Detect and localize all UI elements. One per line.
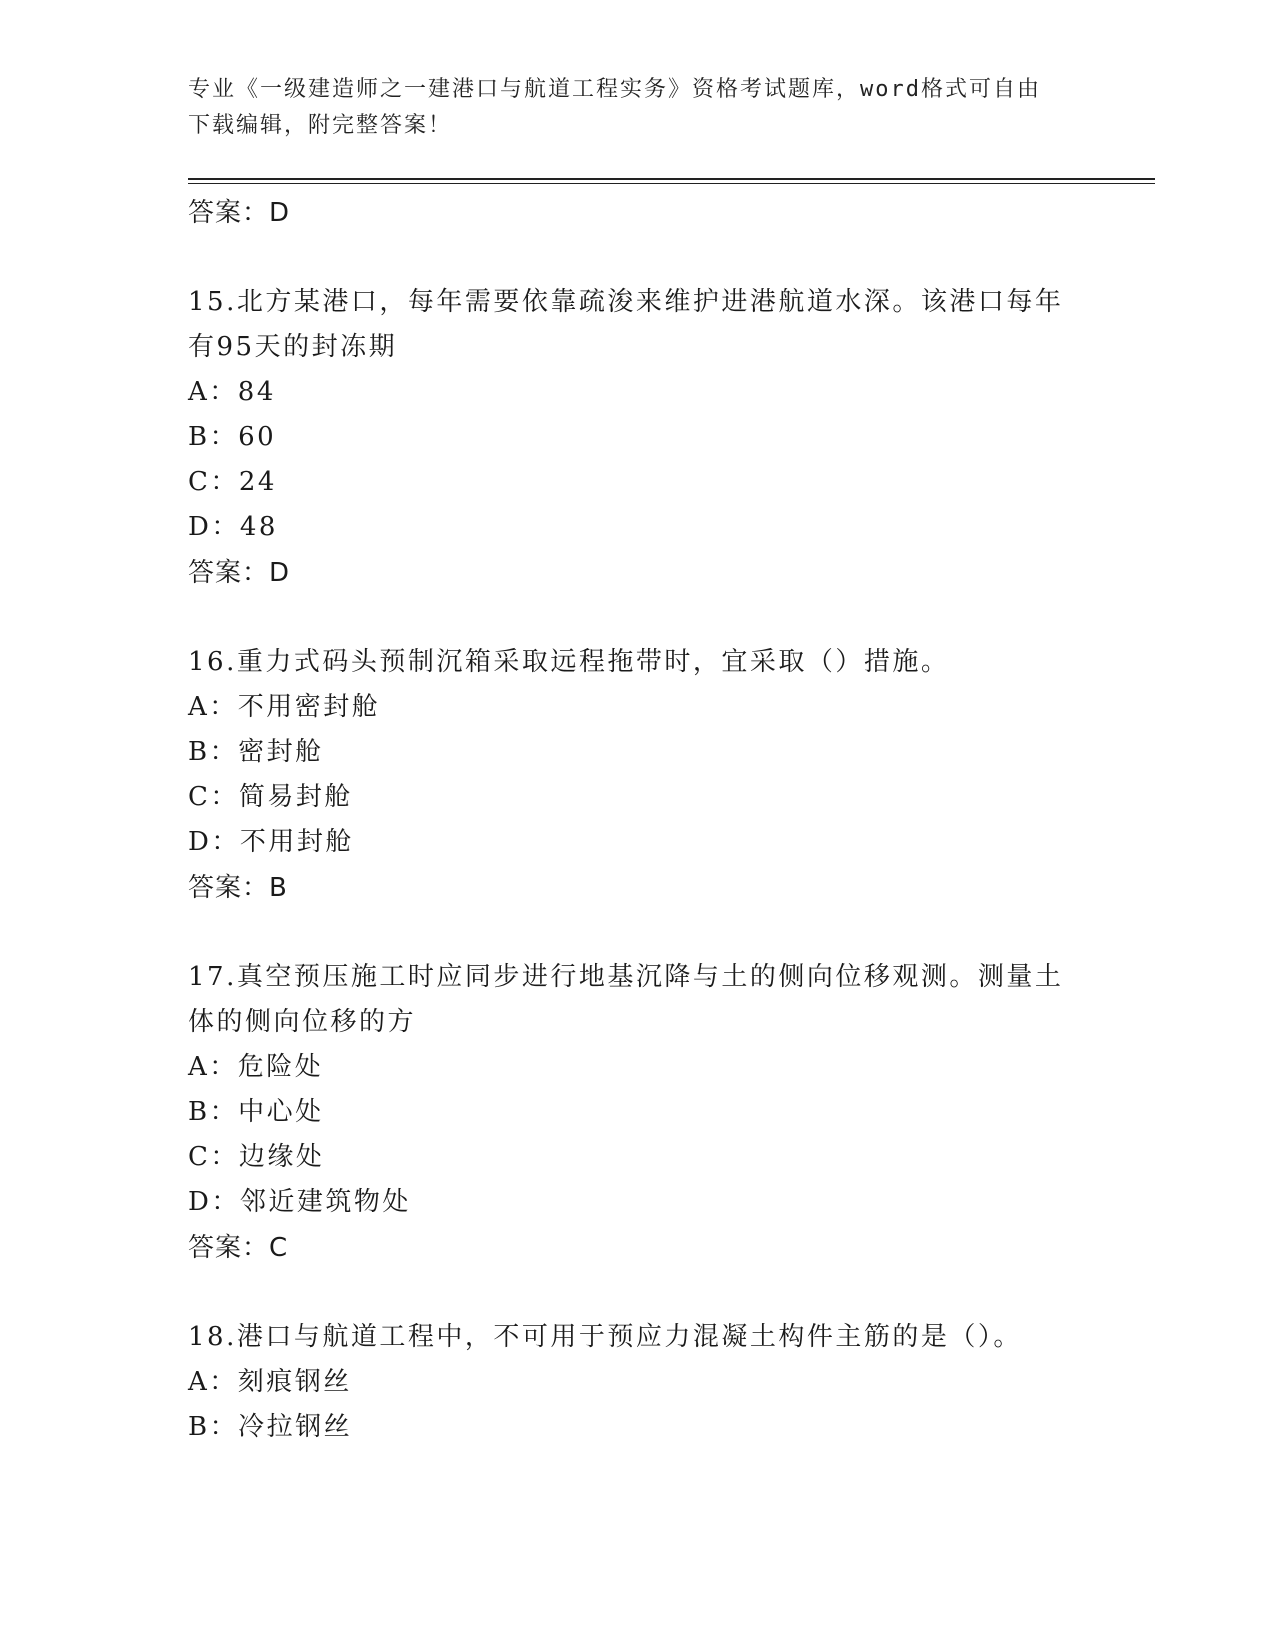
- header-line-1: 专业《一级建造师之一建港口与航道工程实务》资格考试题库，word格式可自由: [188, 77, 1041, 102]
- option-a: A：刻痕钢丝: [188, 1367, 352, 1397]
- option-a: A：不用密封舱: [188, 692, 381, 722]
- header-divider-thick: [188, 178, 1155, 180]
- option-c: C：24: [188, 467, 277, 497]
- option-a: A：危险处: [188, 1052, 324, 1082]
- option-b: B：密封舱: [188, 737, 324, 767]
- question-stem: 17.真空预压施工时应同步进行地基沉降与土的侧向位移观测。测量土: [188, 962, 1064, 992]
- header-line-2: 下载编辑，附完整答案！: [188, 113, 453, 138]
- option-b: B：冷拉钢丝: [188, 1412, 353, 1442]
- question-15: [188, 280, 1088, 596]
- option-d: D：不用封舱: [188, 827, 354, 857]
- option-a: A：84: [188, 377, 276, 407]
- spacer: [188, 1271, 1088, 1315]
- option-c: C：边缘处: [188, 1142, 325, 1172]
- answer-line: 答案：C: [188, 1233, 289, 1263]
- question-stem: 15.北方某港口，每年需要依靠疏浚来维护进港航道水深。该港口每年: [188, 287, 1064, 317]
- answer-line-prev: 答案：D: [188, 198, 291, 228]
- question-stem-continued: 有95天的封冻期: [188, 332, 398, 362]
- question-16: [188, 640, 1088, 911]
- spacer: [188, 236, 1088, 280]
- option-d: D：邻近建筑物处: [188, 1187, 411, 1217]
- option-d: D：48: [188, 512, 278, 542]
- option-c: C：简易封舱: [188, 782, 353, 812]
- spacer: [188, 911, 1088, 955]
- question-stem-continued: 体的侧向位移的方: [188, 1007, 417, 1037]
- document-header: [188, 72, 1068, 144]
- spacer: [188, 596, 1088, 640]
- header-divider-thin: [188, 183, 1155, 184]
- option-b: B：60: [188, 422, 277, 452]
- answer-line: 答案：D: [188, 558, 291, 588]
- answer-line: 答案：B: [188, 873, 288, 903]
- question-18: [188, 1315, 1088, 1450]
- question-stem: 16.重力式码头预制沉箱采取远程拖带时，宜采取（）措施。: [188, 647, 950, 677]
- option-b: B：中心处: [188, 1097, 324, 1127]
- question-stem: 18.港口与航道工程中，不可用于预应力混凝土构件主筋的是（）。: [188, 1322, 1022, 1352]
- question-17: [188, 955, 1088, 1271]
- document-body: [188, 190, 1088, 1450]
